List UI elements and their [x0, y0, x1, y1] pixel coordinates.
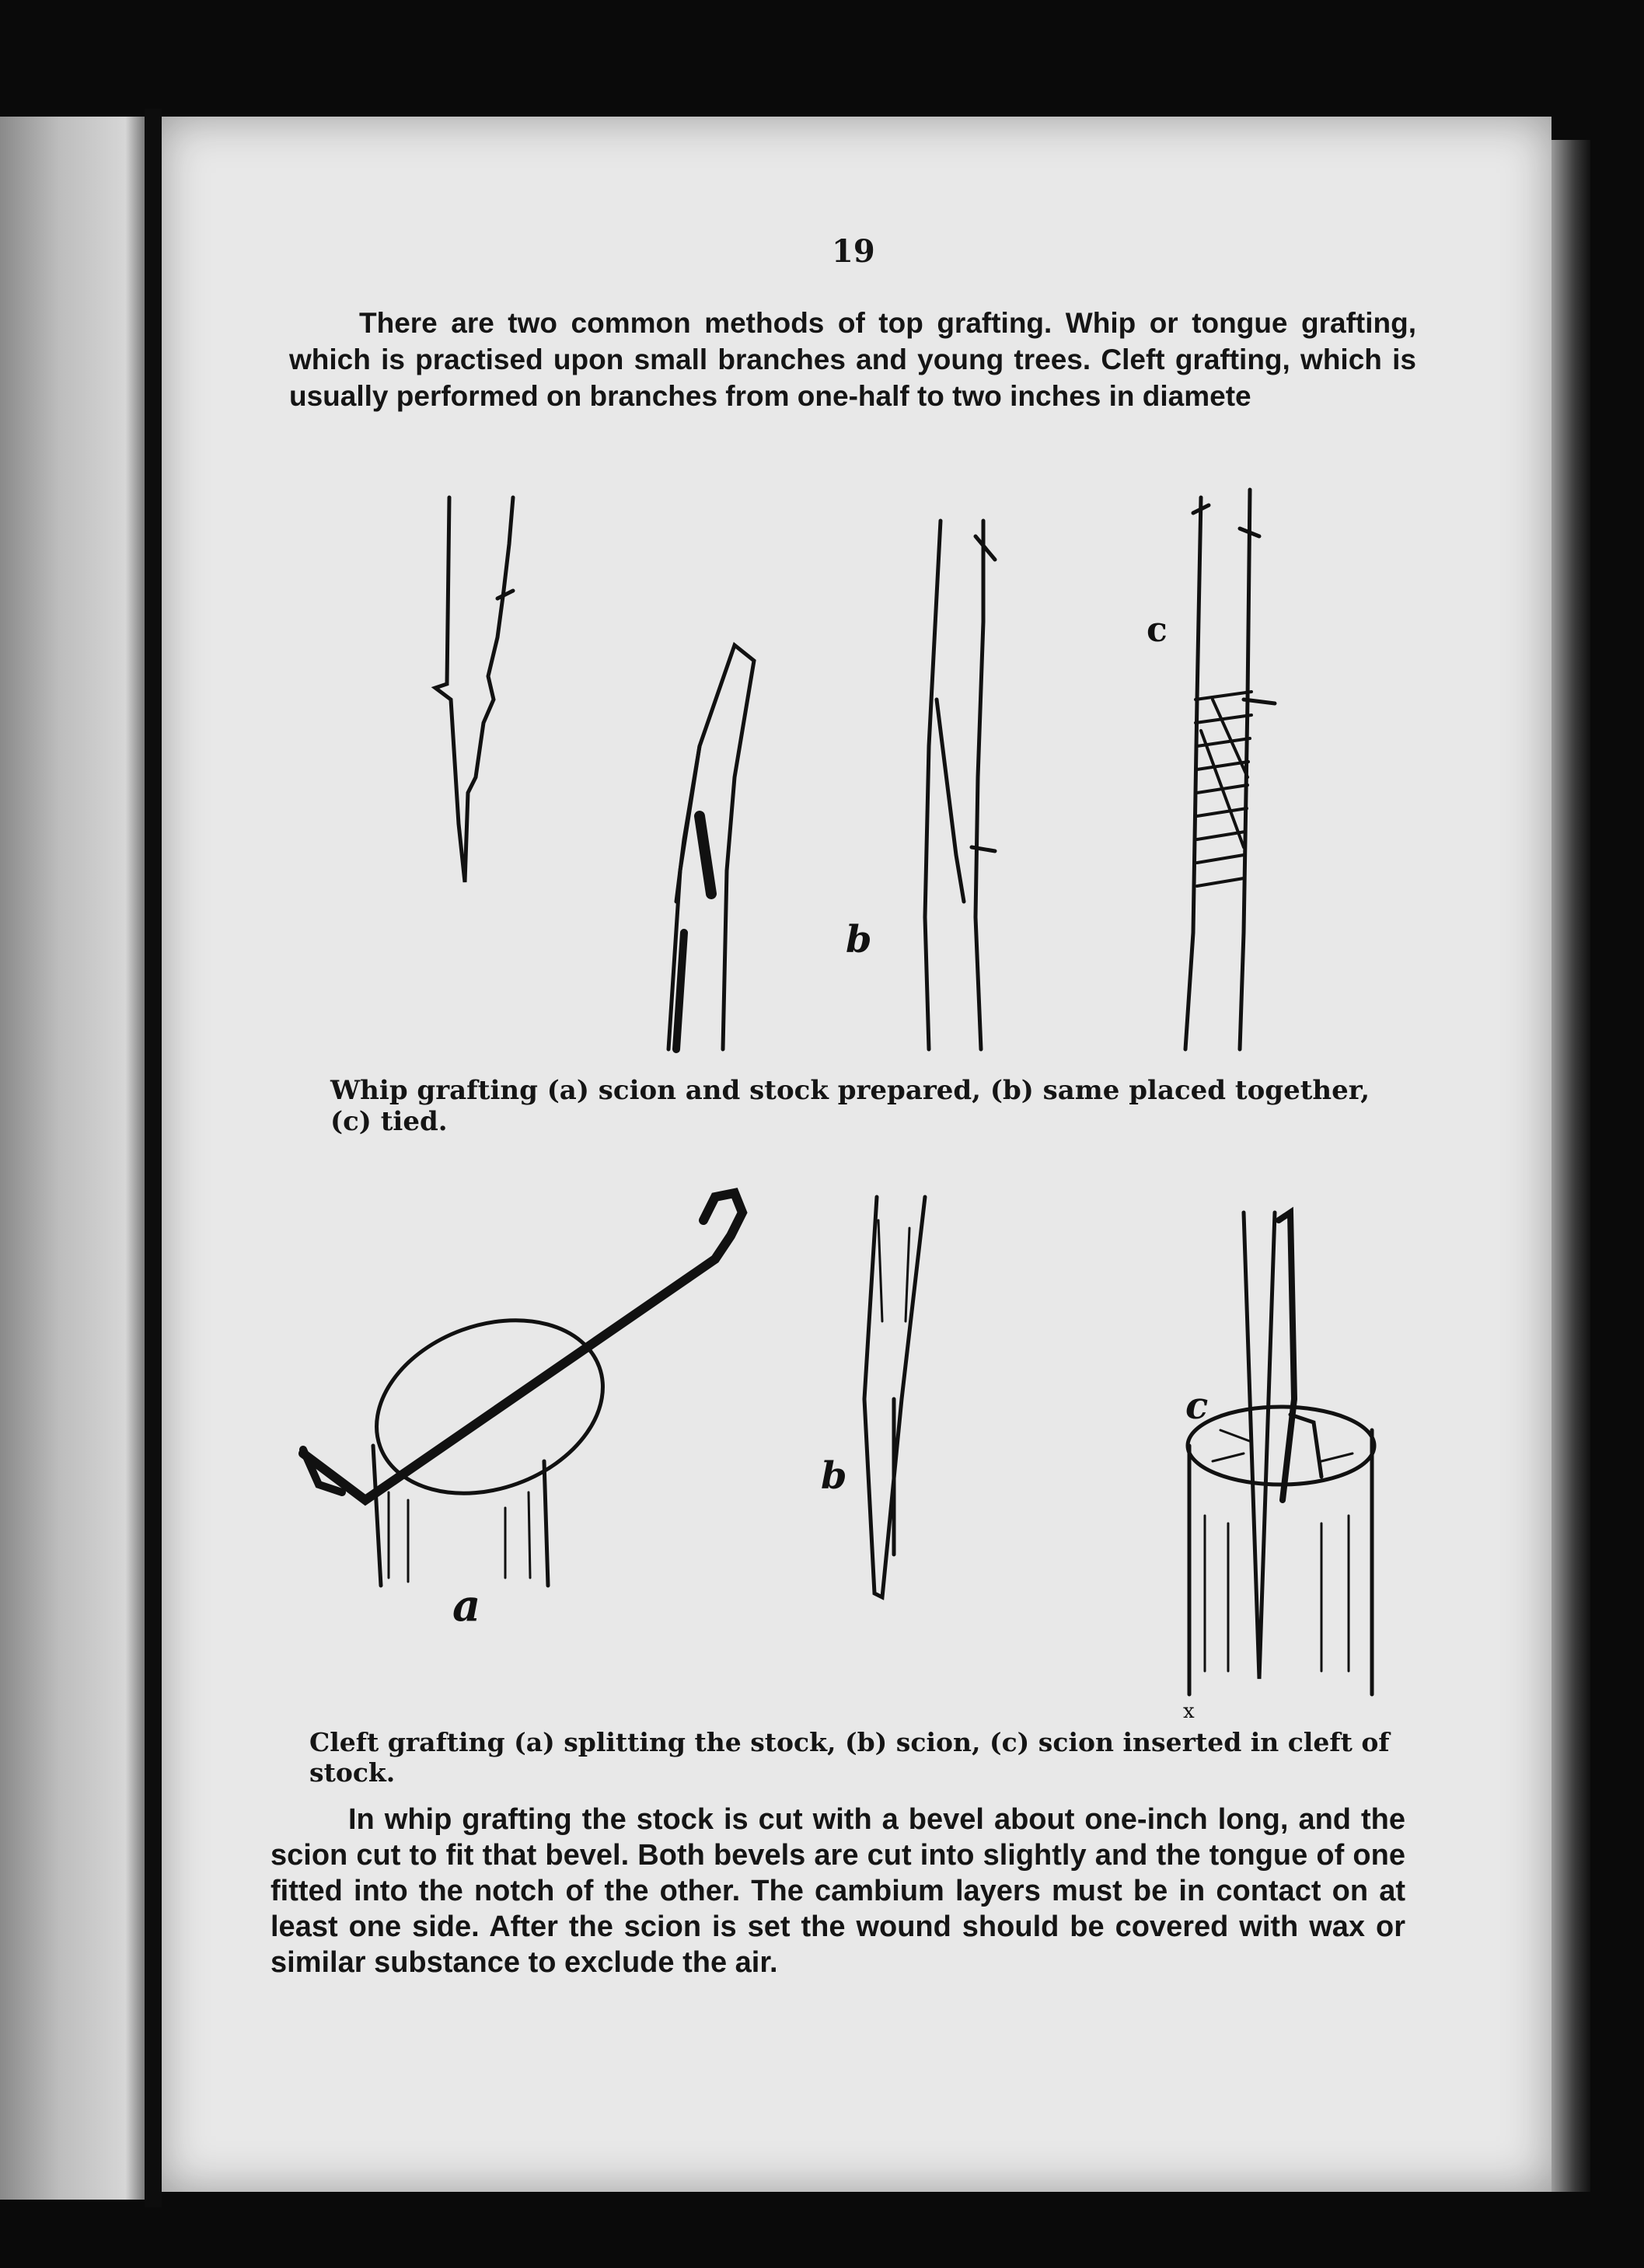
cleft-label-b: b: [821, 1454, 847, 1498]
whip-grafting-caption: Whip grafting (a) scion and stock prepared, (b) same placed together, (c) tied.: [330, 1075, 1370, 1137]
intro-paragraph: There are two common methods of top grafting. Whip or tongue grafting, which is practised upon small branches and young trees. Cleft grafting, which is usually performed on branches from one-half to two inches in diamete: [289, 307, 1416, 412]
cleft-label-x: x: [1183, 1700, 1195, 1723]
cleft-label-a: a: [452, 1580, 481, 1631]
cleft-grafting-caption: Cleft grafting (a) splitting the stock, (b) scion, (c) scion inserted in cleft of stock.: [309, 1727, 1390, 1788]
whip-label-c: c: [1147, 610, 1168, 650]
body-paragraph: In whip grafting the stock is cut with a bevel about one-inch long, and the scion cut to fit that bevel. Both bevels are cut into slightly and the tongue of one fitted into the notch of the other. The cambium layers must be in contact on at least one side. After the scion is set the wound should be covered with wax or similar substance to exclude the air.: [271, 1803, 1405, 1979]
page-number: 19: [832, 233, 875, 270]
whip-label-b: b: [846, 918, 872, 961]
cleft-label-c: c: [1185, 1384, 1209, 1428]
